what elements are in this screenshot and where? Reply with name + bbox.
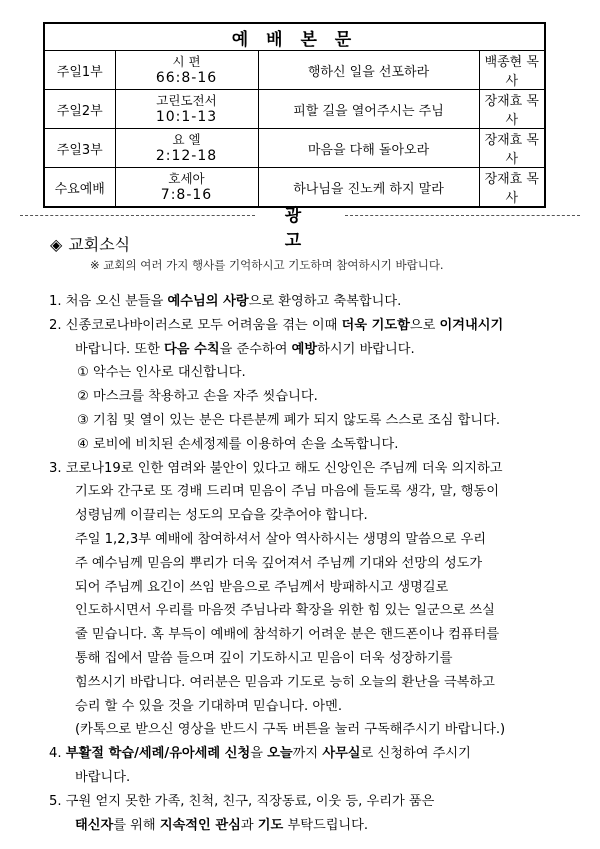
item-text: 하시기 바랍니다. [317, 341, 415, 357]
scripture-book: 요 엘 [172, 132, 201, 147]
diamond-icon: ◈ [50, 235, 63, 254]
item-text: 코로나19로 인한 염려와 불안이 있다고 해도 신앙인은 주님께 더욱 의지하고 [65, 460, 503, 476]
scripture-verse: 7:8-16 [160, 187, 213, 203]
item-line [49, 338, 569, 362]
item-line: 통해 집에서 말씀 들으며 깊이 기도하시고 믿음이 더욱 성장하기를 [75, 650, 453, 666]
item-number: 2. [49, 317, 62, 333]
item-text: 으로 [409, 317, 440, 333]
scripture-verse: 2:12-18 [155, 148, 218, 164]
item-line: 주일 1,2,3부 예배에 참여하셔서 살아 역사하시는 생명의 말씀으로 우리 [75, 531, 487, 547]
scripture-verse: 10:1-13 [155, 109, 218, 125]
item-emphasis: 지속적인 관심 [159, 817, 241, 833]
item-line: (카톡으로 받으신 영상을 반드시 구독 버튼을 눌러 구독해주시기 바랍니다.) [75, 722, 506, 738]
item-line: 성령님께 이끌리는 성도의 모습을 갖추어야 합니다. [75, 508, 368, 524]
item-line: 기도와 간구로 또 경배 드리며 믿음이 주님 마음에 들도록 생각, 말, 행동이 [75, 484, 499, 500]
preacher: 백종현 목사 [479, 51, 545, 90]
service-name: 주일1부 [44, 51, 115, 90]
item-text: 을 [250, 746, 268, 762]
item-emphasis: 오늘 [267, 746, 293, 762]
rule-item: ④ 로비에 비치된 손세정제를 이용하여 손을 소독합니다. [77, 436, 399, 452]
section-title: 교회소식 [68, 235, 131, 254]
item-line: 승리 할 수 있을 것을 기대하며 믿습니다. 아멘. [75, 698, 343, 714]
item-text: 바랍니다. 또한 [75, 341, 165, 357]
item-emphasis: 다음 수칙 [164, 341, 220, 357]
sermon-title: 마음을 다해 돌아오라 [258, 129, 479, 168]
rule-item: ① 악수는 인사로 대신합니다. [77, 365, 246, 381]
list-item [49, 457, 569, 481]
service-name: 주일3부 [44, 129, 115, 168]
scripture-book: 시 편 [172, 54, 201, 69]
item-line: 줄 믿습니다. 혹 부득이 예배에 참석하기 어려운 분은 핸드폰이나 컴퓨터를 [75, 627, 500, 643]
service-name: 주일2부 [44, 90, 115, 129]
item-emphasis: 사무실 [322, 746, 361, 762]
item-number: 5. [49, 793, 62, 809]
scripture-book: 호세아 [168, 171, 205, 186]
list-item [49, 742, 569, 766]
item-text: 과 [240, 817, 258, 833]
preacher: 장재효 목사 [479, 129, 545, 168]
item-line: 주 예수님께 믿음의 뿌리가 더욱 깊어져서 주님께 기대와 선망의 성도가 [75, 555, 483, 571]
sermon-table-title: 예 배 본 문 [44, 23, 545, 51]
announcement-list [49, 290, 569, 837]
item-emphasis: 예방 [291, 341, 318, 357]
item-line: 바랍니다. [75, 769, 131, 785]
item-number: 1. [49, 294, 62, 309]
scripture [115, 51, 258, 90]
item-text: 으로 환영하고 축복합니다. [248, 294, 402, 309]
divider-left [20, 215, 255, 216]
item-line: 되어 주님께 요긴이 쓰임 받음으로 주님께서 방패하시고 생명길로 [75, 579, 449, 595]
item-number: 4. [49, 746, 62, 762]
scripture-book: 고린도전서 [156, 93, 217, 108]
item-line [49, 814, 569, 838]
item-text: 신종코로나바이러스로 모두 어려움을 겪는 이때 [65, 317, 342, 333]
preacher: 장재효 목사 [479, 168, 545, 208]
rule-item: ③ 기침 및 열이 있는 분은 다른분께 폐가 되지 않도록 스스로 조심 합니다. [77, 412, 501, 428]
sermon-table [43, 22, 546, 208]
divider-right [345, 215, 580, 216]
item-text: 을 준수하여 [219, 341, 292, 357]
item-text: 처음 오신 분들을 [65, 294, 168, 309]
item-line: 힘쓰시기 바랍니다. 여러분은 믿음과 기도로 능히 오늘의 환난을 극복하고 [75, 674, 495, 690]
table-row [44, 90, 545, 129]
scripture-verse: 66:8-16 [155, 70, 218, 86]
table-row [44, 51, 545, 90]
scripture [115, 168, 258, 208]
list-item [49, 790, 569, 814]
item-emphasis: 기도 [257, 817, 284, 833]
item-text: 부탁드립니다. [283, 817, 369, 833]
item-emphasis: 더욱 기도함 [341, 317, 410, 333]
section-heading [50, 232, 130, 255]
item-emphasis: 태신자 [75, 817, 114, 833]
item-text: 까지 [292, 746, 323, 762]
item-number: 3. [49, 460, 62, 476]
sermon-title: 피할 길을 열어주시는 주님 [258, 90, 479, 129]
item-emphasis: 부활절 학습/세례/유아세례 신청 [65, 746, 251, 762]
ad-title: 광 고 [284, 206, 318, 251]
table-row [44, 129, 545, 168]
scripture [115, 129, 258, 168]
item-text: 를 위해 [113, 817, 160, 833]
item-text: 구원 얻지 못한 가족, 친척, 친구, 직장동료, 이웃 등, 우리가 품은 [65, 793, 435, 809]
sermon-title: 행하신 일을 선포하라 [258, 51, 479, 90]
list-item [49, 290, 569, 314]
preacher: 장재효 목사 [479, 90, 545, 129]
item-emphasis: 이겨내시기 [439, 317, 504, 333]
rule-item: ② 마스크를 착용하고 손을 자주 씻습니다. [77, 389, 318, 405]
service-name: 수요예배 [44, 168, 115, 208]
item-text: 로 신청하여 주시기 [360, 746, 471, 762]
section-note: ※ 교회의 여러 가지 행사를 기억하시고 기도하며 참여하시기 바랍니다. [90, 258, 444, 272]
item-emphasis: 예수님의 사랑 [167, 294, 249, 309]
item-line: 인도하시면서 우리를 마음껏 주님나라 확장을 위한 힘 있는 일군으로 쓰실 [75, 603, 495, 619]
sermon-title: 하나님을 진노케 하지 말라 [258, 168, 479, 208]
scripture [115, 90, 258, 129]
list-item [49, 314, 569, 338]
